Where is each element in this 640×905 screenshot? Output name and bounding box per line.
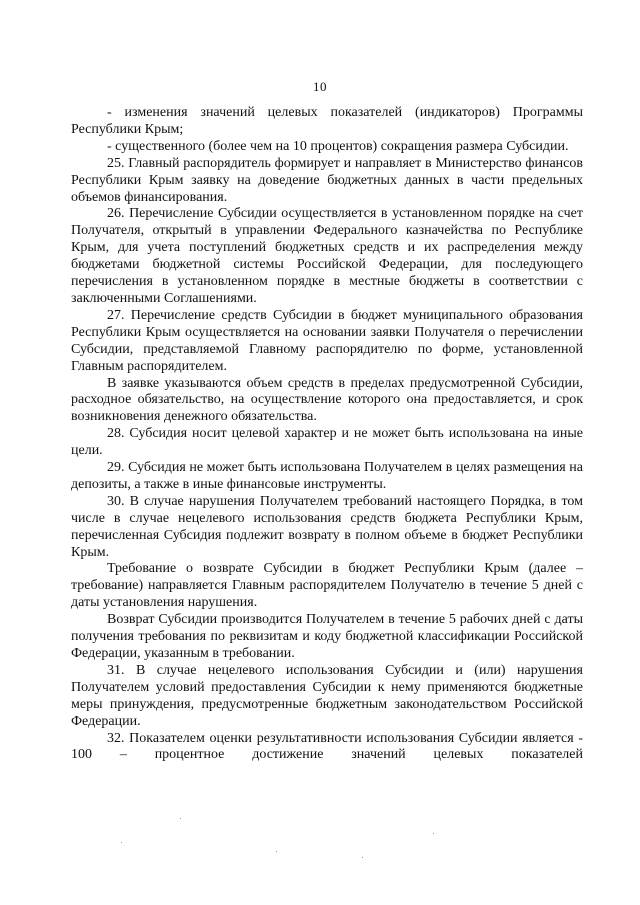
paragraph-clause-28: 28. Субсидия носит целевой характер и не может быть использована на иные цели. [71, 426, 583, 459]
scan-speck [121, 842, 122, 843]
scan-speck [433, 833, 434, 834]
scan-speck [276, 851, 277, 852]
paragraph-clause-29: 29. Субсидия не может быть использована Получателем в целях размещения на депозиты, а также в иные финансовые инструменты. [71, 460, 583, 492]
paragraph: - существенного (более чем на 10 процентов) сокращения размера Субсидии. [107, 138, 569, 154]
paragraph-clause-32: 32. Показателем оценки результативности использования Субсидии является - 100 – процентное достижение значений целевых показателей [71, 730, 583, 763]
page-number: 10 [313, 79, 327, 94]
scan-speck [180, 818, 181, 819]
paragraph-clause-25: 25. Главный распорядитель формирует и направляет в Министерство финансов Республики Крым заявку на доведение бюджетных данных в части предельных объемов финансирования. [71, 155, 583, 205]
paragraph: Требование о возврате Субсидии в бюджет Республики Крым (далее – требование) направляется Главным распорядителем Получателю в течение 5 дней с даты установления нарушения. [71, 561, 583, 611]
paragraph: В заявке указываются объем средств в пределах предусмотренной Субсидии, расходное обязательство, на осуществление которого она предоставляется, и срок возникновения денежного обязательства. [71, 375, 583, 425]
paragraph-clause-30: 30. В случае нарушения Получателем требований настоящего Порядка, в том числе в случае нецелевого использования средств бюджета Республики Крым, перечисленная Субсидия подлежит возврату в полном объеме в бюджет Республики Крым. [71, 493, 583, 560]
document-body [71, 105, 583, 764]
paragraph-clause-26: 26. Перечисление Субсидии осуществляется в установленном порядке на счет Получателя, открытый в управлении Федерального казначейства по Республике Крым, для учета поступлений бюджетных средств и их распределения между бюджетами бюджетной системы Российской Федерации, для последующего перечисления в установленном порядке в местные бюджеты в соответствии с заключенными Соглашениями. [71, 206, 583, 306]
paragraph: - изменения значений целевых показателей (индикаторов) Программы Республики Крым; [71, 105, 583, 137]
scan-speck [362, 857, 363, 858]
paragraph-clause-27: 27. Перечисление средств Субсидии в бюджет муниципального образования Республики Крым осуществляется на основании заявки Получателя о перечислении Субсидии, представляемой Главному распорядителю по форме, установленной Главным распорядителем. [71, 307, 583, 374]
paragraph-clause-31: 31. В случае нецелевого использования Субсидии и (или) нарушения Получателем условий предоставления Субсидии к нему применяются бюджетные меры принуждения, предусмотренные бюджетным законодательством Российской Федерации. [71, 662, 583, 729]
paragraph: Возврат Субсидии производится Получателем в течение 5 рабочих дней с даты получения требования по реквизитам и коду бюджетной классификации Российской Федерации, указанным в требовании. [71, 612, 583, 661]
